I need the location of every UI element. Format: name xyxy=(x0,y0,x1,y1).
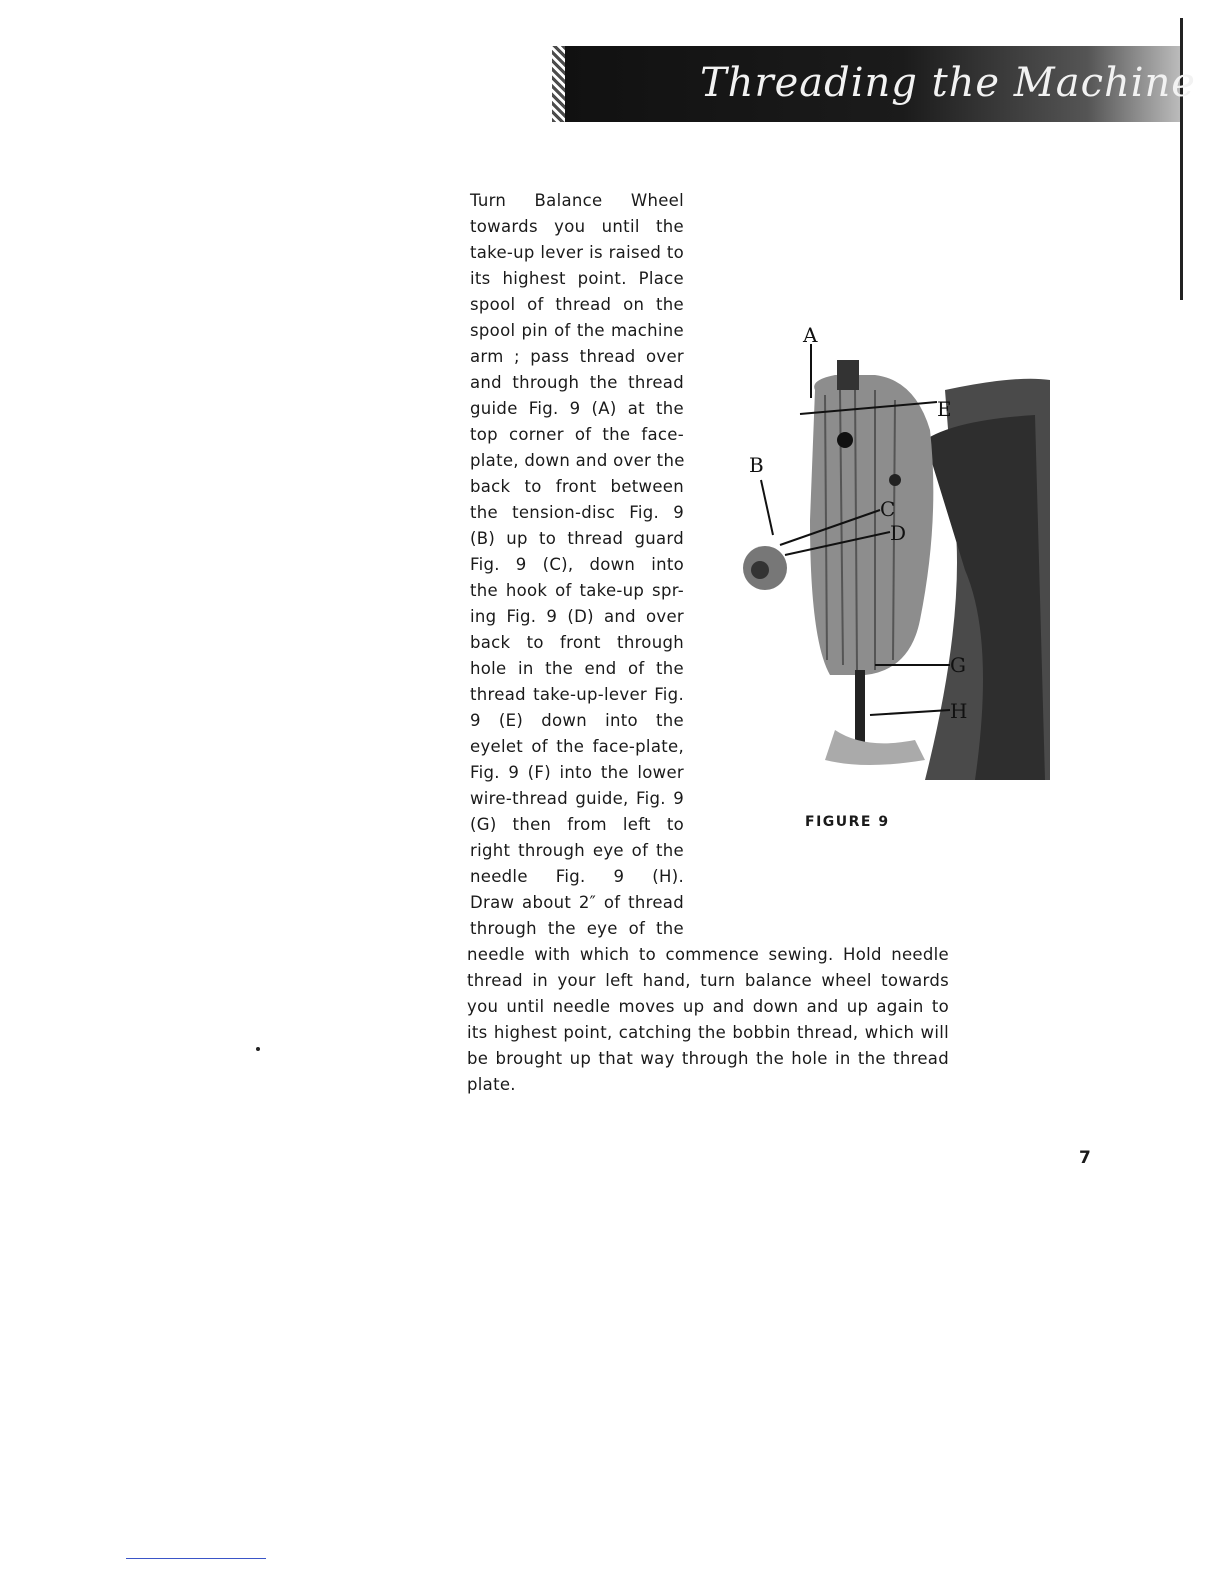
text-line: back to front through xyxy=(470,633,684,652)
text-line: arm ; pass thread over xyxy=(470,347,684,366)
text-line: spool pin of the machine xyxy=(470,321,684,340)
text-line: be brought up that way through the hole in the thread xyxy=(467,1049,949,1068)
text-line: the tension-disc Fig. 9 xyxy=(470,503,684,522)
text-line: Fig. 9 (F) into the lower xyxy=(470,763,684,782)
text-line: the hook of take-up spr- xyxy=(470,581,684,600)
figure-caption: FIGURE 9 xyxy=(805,814,890,830)
text-line: 9 (E) down into the xyxy=(470,711,684,730)
text-line: back to front between xyxy=(470,477,684,496)
label-e: E xyxy=(937,397,952,421)
text-line: (B) up to thread guard xyxy=(470,529,684,548)
text-line: wire-thread guide, Fig. 9 xyxy=(470,789,684,808)
scan-speck xyxy=(256,1047,260,1051)
text-line: (G) then from left to xyxy=(470,815,684,834)
text-line: hole in the end of the xyxy=(470,659,684,678)
text-line: thread in your left hand, turn balance wheel towards xyxy=(467,971,949,990)
label-g: G xyxy=(950,653,966,677)
full-width-text xyxy=(467,942,949,1098)
text-line: needle Fig. 9 (H). xyxy=(470,867,684,886)
needle-bar xyxy=(855,670,865,750)
text-line: its highest point, catching the bobbin thread, which will xyxy=(467,1023,949,1042)
page-title: Threading the Machine xyxy=(700,60,1196,106)
text-line: towards you until the xyxy=(470,217,684,236)
page-number: 7 xyxy=(1079,1148,1091,1168)
label-d: D xyxy=(890,521,907,545)
narrow-text-column xyxy=(470,188,684,942)
text-line: needle with which to commence sewing. Hold needle xyxy=(467,945,949,964)
text-line: plate. xyxy=(467,1075,516,1094)
text-line: ing Fig. 9 (D) and over xyxy=(470,607,684,626)
text-line: through the eye of the xyxy=(470,919,684,938)
text-line: Draw about 2″ of thread xyxy=(470,893,684,912)
text-line: right through eye of the xyxy=(470,841,684,860)
face-plate xyxy=(810,375,933,675)
text-line: Fig. 9 (C), down into xyxy=(470,555,684,574)
figure-9-sewing-machine xyxy=(715,320,1055,785)
text-line: Turn Balance Wheel xyxy=(470,191,684,210)
label-b: B xyxy=(749,453,764,477)
presser-bar-top xyxy=(837,360,859,390)
label-c: C xyxy=(880,497,896,521)
text-line: spool of thread on the xyxy=(470,295,684,314)
label-h: H xyxy=(950,699,968,723)
footer-rule xyxy=(126,1558,266,1559)
text-line: top corner of the face- xyxy=(470,425,684,444)
text-line: guide Fig. 9 (A) at the xyxy=(470,399,684,418)
text-line: eyelet of the face-plate, xyxy=(470,737,684,756)
text-line: plate, down and over the xyxy=(470,451,685,470)
text-line: thread take-up-lever Fig. xyxy=(470,685,684,704)
label-a: A xyxy=(803,323,818,347)
text-line: its highest point. Place xyxy=(470,269,684,288)
text-line: and through the thread xyxy=(470,373,684,392)
text-line: you until needle moves up and down and up again to xyxy=(467,997,949,1016)
text-line: take-up lever is raised to xyxy=(470,243,684,262)
